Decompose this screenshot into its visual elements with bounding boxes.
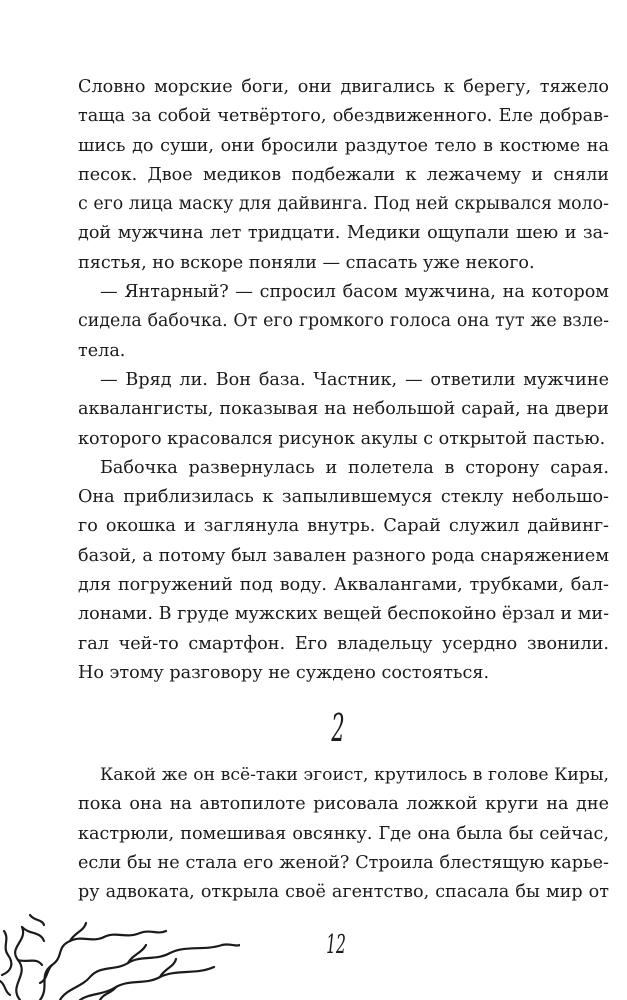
text-line: сидела бабочка. От его громкого голоса она тут же взле- [78, 311, 609, 332]
text-line: ру адвоката, открыла своё агентство, спасала бы мир от [78, 882, 609, 903]
text-line: пока она на автопилоте рисовала ложкой круги на дне [78, 794, 609, 815]
text-line: базой, а потому был завален разного рода снаряжением [78, 545, 609, 566]
text-line: пястья, но вскоре поняли — спасать уже некого. [78, 252, 535, 273]
text-line: гал чей-то смартфон. Его владельцу усердно звонили. [78, 633, 609, 654]
text-line: которого красовался рисунок акулы с открытой пастью. [78, 428, 606, 449]
text-line: с его лица маску для дайвинга. Под ней скрывался моло- [78, 194, 609, 215]
chapter-number: 2 [331, 706, 345, 750]
text-line: лонами. В груде мужских вещей беспокойно ёрзал и ми- [78, 604, 610, 625]
text-line: дой мужчина лет тридцати. Медики ощупали шею и за- [78, 223, 609, 244]
text-line: песок. Двое медиков подбежали к лежачему и сняли [78, 164, 609, 185]
text-line: аквалангисты, показывая на небольшой сарай, на двери [78, 399, 609, 420]
text-line: кастрюли, помешивая овсянку. Где она была бы сейчас, [78, 823, 609, 844]
text-line: Она приблизилась к запылившемуся стеклу небольшо- [78, 487, 609, 508]
section-2-text [78, 761, 609, 907]
seaweed-ornament-icon [0, 905, 240, 1000]
text-line: Словно морские боги, они двигались к берегу, тяжело [78, 77, 609, 97]
text-line: — Янтарный? — спросил басом мужчина, на котором [100, 282, 609, 303]
section-1-text [78, 73, 609, 688]
text-line: Бабочка развернулась и полетела в сторону сарая. [100, 457, 609, 478]
text-line: таща за собой четвёртого, обездвиженного. Еле добрав- [78, 106, 609, 127]
text-line: для погружений под воду. Аквалангами, трубками, бал- [78, 575, 609, 596]
text-line: тела. [78, 340, 126, 361]
text-line: шись до суши, они бросили раздутое тело в костюме на [78, 135, 609, 156]
text-line: если бы не стала его женой? Строила блестящую карье- [78, 852, 609, 873]
page-number: 12 [326, 930, 346, 960]
text-line: го окошка и заглянула внутрь. Сарай служил дайвинг- [78, 516, 609, 537]
text-line: Но этому разговору не суждено состояться. [78, 662, 490, 683]
text-line: — Вряд ли. Вон база. Частник, — ответили мужчине [100, 369, 609, 390]
text-line: Какой же он всё-таки эгоист, крутилось в голове Киры, [100, 765, 609, 785]
